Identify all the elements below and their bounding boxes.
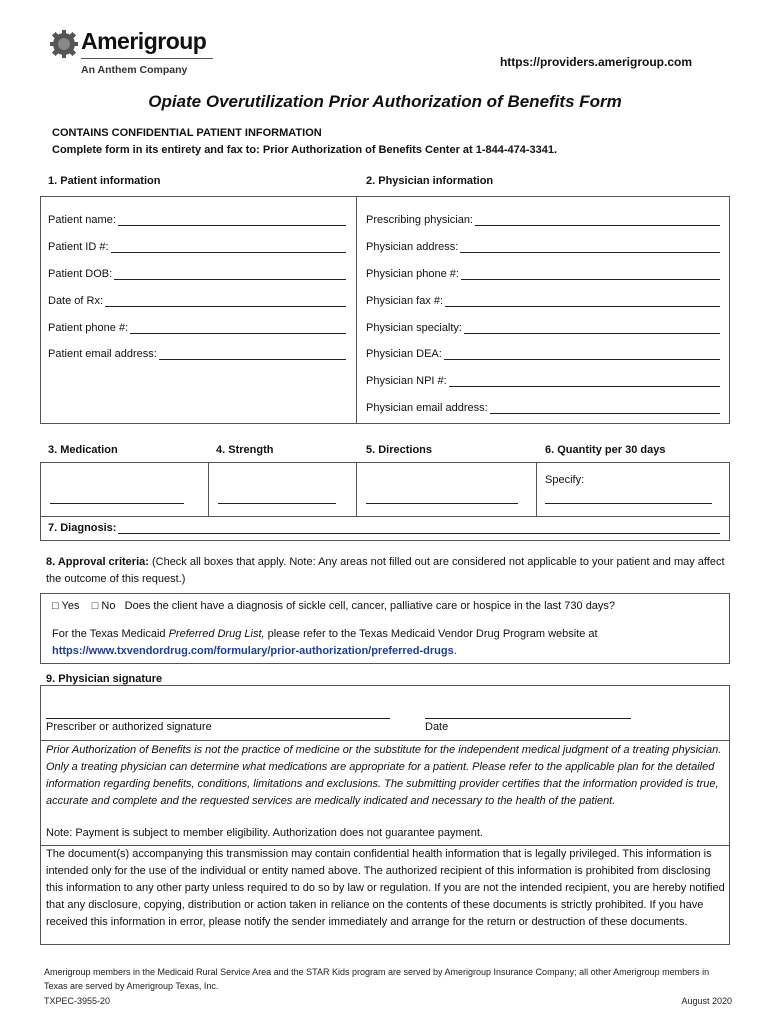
input-line[interactable] — [114, 267, 346, 280]
pdl-link[interactable]: https://www.txvendordrug.com/formulary/prior-authorization/preferred-drugs — [52, 645, 454, 657]
logo-gear-icon — [50, 30, 78, 58]
box-divider — [208, 462, 209, 516]
quantity-heading: 6. Quantity per 30 days — [545, 444, 666, 456]
field-label: Prescribing physician: — [366, 214, 473, 226]
specify-label: Specify: — [545, 474, 585, 486]
physician-fax-field[interactable] — [366, 294, 720, 307]
field-label: Patient phone #: — [48, 322, 129, 334]
patient-id-field[interactable] — [48, 240, 346, 253]
no-checkbox[interactable]: □ — [91, 600, 99, 612]
patient-dob-field[interactable] — [48, 267, 346, 280]
field-label: Physician phone #: — [366, 268, 459, 280]
strength-heading: 4. Strength — [216, 444, 274, 456]
field-label: Physician email address: — [366, 402, 488, 414]
field-label: Physician fax #: — [366, 295, 444, 307]
box-divider — [356, 462, 357, 516]
physician-info-heading: 2. Physician information — [366, 175, 494, 187]
form-date: August 2020 — [681, 996, 732, 1006]
directions-input[interactable] — [366, 502, 518, 504]
pdl-end: . — [453, 645, 457, 657]
input-line[interactable] — [444, 347, 720, 360]
provider-url[interactable]: https://providers.amerigroup.com — [499, 55, 692, 69]
input-line[interactable] — [118, 521, 720, 534]
field-label: Patient email address: — [48, 348, 157, 360]
date-label: Date — [425, 721, 449, 733]
logo-divider — [81, 58, 213, 59]
pdl-text: For the Texas Medicaid — [52, 628, 169, 640]
input-line[interactable] — [460, 240, 720, 253]
patient-phone-field[interactable] — [48, 321, 346, 334]
amerigroup-logo — [50, 28, 220, 80]
footer-text: Amerigroup members in the Medicaid Rural Service Area and the STAR Kids program are served by Amerigroup Insurance Company; all other Amerigroup members in Texas are served by Amerigroup Texas, Inc. — [44, 967, 710, 991]
confidential-notice: CONTAINS CONFIDENTIAL PATIENT INFORMATION — [52, 127, 322, 139]
input-line[interactable] — [445, 294, 720, 307]
directions-heading: 5. Directions — [366, 444, 433, 456]
input-line[interactable] — [130, 321, 346, 334]
brand-name: Amerigroup — [81, 28, 207, 54]
field-label: Physician DEA: — [366, 348, 442, 360]
pdl-title: Preferred Drug List, — [168, 628, 265, 640]
field-label: 7. Diagnosis: — [48, 522, 117, 534]
pdl-reference — [52, 626, 722, 660]
box-divider — [536, 462, 537, 516]
input-line[interactable] — [105, 294, 346, 307]
input-line[interactable] — [159, 347, 346, 360]
medication-heading: 3. Medication — [48, 444, 118, 456]
yes-checkbox[interactable]: □ — [52, 600, 59, 612]
field-label: Patient name: — [48, 214, 116, 226]
physician-npi-field[interactable] — [366, 374, 720, 387]
form-title: Opiate Overutilization Prior Authorization of Benefits Form — [148, 92, 622, 111]
form-code: TXPEC-3955-20 — [44, 996, 111, 1006]
field-label: Physician address: — [366, 241, 459, 253]
patient-info-heading: 1. Patient information — [48, 175, 161, 187]
input-line[interactable] — [118, 213, 346, 226]
field-label: Date of Rx: — [48, 295, 104, 307]
fax-instruction: Complete form in its entirety and fax to: Prior Authorization of Benefits Center at 1-844-474-3341. — [52, 144, 558, 156]
brand-subtitle: An Anthem Company — [81, 64, 188, 76]
field-label: Physician NPI #: — [366, 375, 447, 387]
quantity-input[interactable] — [545, 502, 712, 504]
physician-address-field[interactable] — [366, 240, 720, 253]
approval-note: (Check all boxes that apply. Note: Any areas not filled out are considered not applicable to your patient and may affect the outcome of this request.) — [46, 556, 725, 585]
confidentiality-notice: The document(s) accompanying this transmission may contain confidential health information that is legally privileged. This information is intended only for the use of the individual or entity named above. The authorized recipient of this information is prohibited from disclosing this information to any other party unless required to do so by law or regulation. If you are not the intended recipient, you are hereby notified that any disclosure, copying, distribution or action taken in reliance on the contents of these documents is strictly prohibited. If you have received this information in error, please notify the sender immediately and arrange for the return or destruction of these documents. — [46, 848, 725, 928]
date-of-rx-field[interactable] — [48, 294, 346, 307]
prescribing-physician-field[interactable] — [366, 213, 720, 226]
pa-disclaimer: Prior Authorization of Benefits is not the practice of medicine or the substitute for the independent medical judgment of a treating physician. Only a treating physician can determine what medications are appropriate for a patient. Please refer to the applicable plan for the detailed information regarding benefits, conditions, limitations and exclusions. The submitting provider certifies that the information provided is true, accurate and complete and the requested services are medically indicated and necessary to the health of the patient. — [46, 744, 722, 807]
strength-input[interactable] — [218, 502, 336, 504]
approval-criteria — [46, 554, 726, 588]
field-label: Physician specialty: — [366, 322, 462, 334]
patient-name-field[interactable] — [48, 213, 346, 226]
prescriber-label: Prescriber or authorized signature — [46, 721, 212, 733]
patient-physician-box — [40, 196, 730, 424]
field-label: Patient ID #: — [48, 241, 109, 253]
input-line[interactable] — [475, 213, 720, 226]
yes-label: Yes — [61, 600, 80, 612]
sickle-cell-question-row — [52, 598, 722, 615]
no-label: No — [101, 600, 116, 612]
box-divider — [40, 740, 730, 741]
input-line[interactable] — [461, 267, 720, 280]
payment-note: Note: Payment is subject to member eligibility. Authorization does not guarantee payment. — [46, 827, 483, 839]
patient-email-field[interactable] — [48, 347, 346, 360]
date-line[interactable] — [425, 717, 631, 719]
input-line[interactable] — [111, 240, 346, 253]
input-line[interactable] — [464, 321, 720, 334]
signature-heading: 9. Physician signature — [46, 673, 163, 685]
input-line[interactable] — [490, 401, 720, 414]
diagnosis-field[interactable] — [48, 521, 720, 534]
physician-phone-field[interactable] — [366, 267, 720, 280]
box-divider — [40, 516, 730, 517]
physician-specialty-field[interactable] — [366, 321, 720, 334]
diagnosis-question: Does the client have a diagnosis of sickle cell, cancer, palliative care or hospice in the last 730 days? — [124, 600, 616, 612]
pdl-text: please refer to the Texas Medicaid Vendor Drug Program website at — [264, 628, 598, 640]
field-label: Patient DOB: — [48, 268, 113, 280]
physician-email-field[interactable] — [366, 401, 720, 414]
approval-heading: 8. Approval criteria: — [46, 556, 149, 568]
input-line[interactable] — [449, 374, 720, 387]
physician-dea-field[interactable] — [366, 347, 720, 360]
box-divider — [356, 196, 357, 424]
medication-input[interactable] — [50, 502, 184, 504]
